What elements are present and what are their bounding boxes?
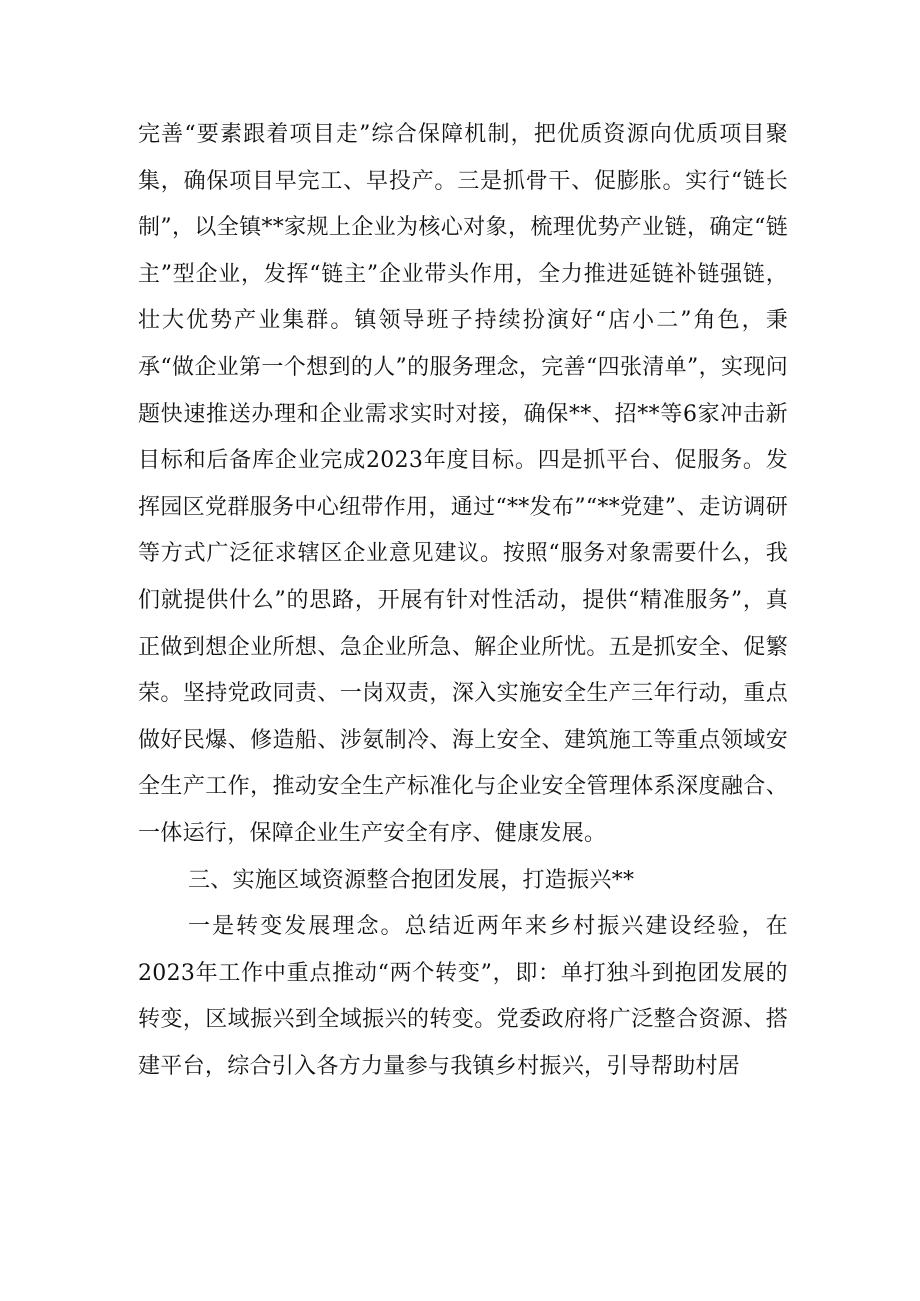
section-paragraph: 一是转变发展理念。总结近两年来乡村振兴建设经验，在2023年工作中重点推动“两个转变”，即：单打独斗到抱团发展的转变，区域振兴到全域振兴的转变。党委政府将广泛整合资源、搭建平台，综合引入各方力量参与我镇乡村振兴，引导帮助村居 [138, 914, 788, 1079]
section-heading: 三、实施区域资源整合抱团发展，打造振兴** [188, 867, 635, 893]
body-paragraph-continued: 完善“要素跟着项目走”综合保障机制，把优质资源向优质项目聚集，确保项目早完工、早投产。三是抓骨干、促膨胀。实行“链长制”，以全镇**家规上企业为核心对象，梳理优势产业链，确定“链主”型企业，发挥“链主”企业带头作用，全力推进延链补链强链，壮大优势产业集群。镇领导班子持续扮演好“店小二”角色，秉承“做企业第一个想到的人”的服务理念，完善“四张清单”，实现问题快速推送办理和企业需求实时对接，确保**、招**等6家冲击新目标和后备库企业完成2023年度目标。四是抓平台、促服务。发挥园区党群服务中心纽带作用，通过“**发布”“**党建”、走访调研等方式广泛征求辖区企业意见建议。按照“服务对象需要什么，我们就提供什么”的思路，开展有针对性活动，提供“精准服务”，真正做到想企业所想、急企业所急、解企业所忧。五是抓安全、促繁荣。坚持党政同责、一岗双责，深入实施安全生产三年行动，重点做好民爆、修造船、涉氨制冷、海上安全、建筑施工等重点领域安全生产工作，推动安全生产标准化与企业安全管理体系深度融合、一体运行，保障企业生产安全有序、健康发展。 [138, 122, 788, 846]
document-body [138, 112, 788, 1090]
